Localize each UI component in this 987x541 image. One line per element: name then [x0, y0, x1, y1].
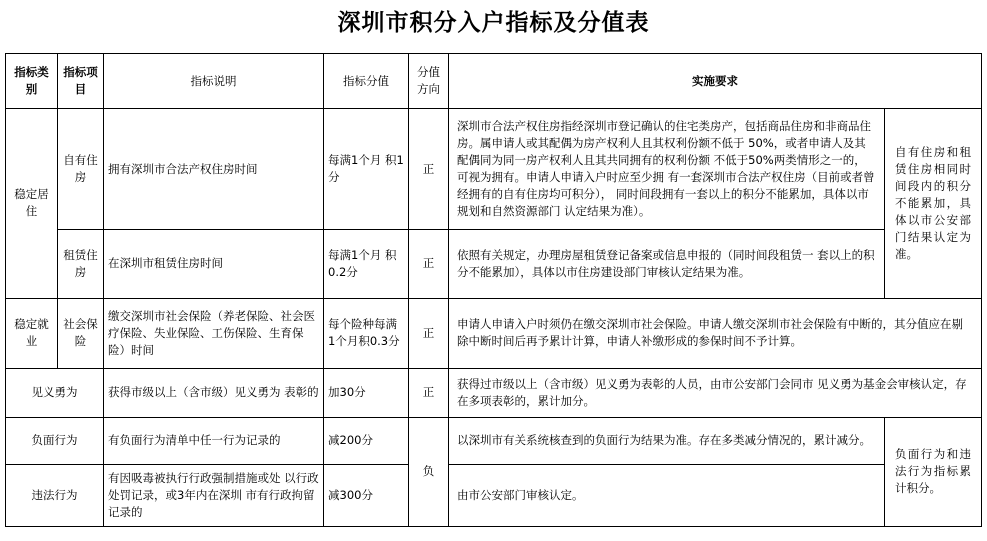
item-own-house: 自有住房 — [58, 109, 104, 230]
header-requirement: 实施要求 — [449, 54, 982, 109]
table-row — [6, 464, 982, 526]
table-row — [6, 109, 982, 230]
category-stable-residence: 稳定居住 — [6, 109, 58, 298]
description-negative: 有负面行为清单中任一行为记录的 — [104, 417, 324, 464]
score-heroic: 加30分 — [324, 368, 409, 417]
score-own-house: 每满1个月 积1分 — [324, 109, 409, 230]
score-negative: 减200分 — [324, 417, 409, 464]
header-item: 指标项目 — [58, 54, 104, 109]
item-social-insurance: 社会保险 — [58, 298, 104, 368]
category-negative: 负面行为 — [6, 417, 104, 464]
note-housing: 自有住房和租赁住房相同时间段内的积分不能累加，具体以市公安部门结果认定为准。 — [885, 109, 982, 298]
requirement-own-house: 深圳市合法产权住房指经深圳市登记确认的住宅类房产，包括商品住房和非商品住房。属申请人或其配偶为房产权利人且其权利份额不低于 50%，或者申请人及其配偶同为同一房产权利人且其共同拥有的权利份额 不低于50%两类情形之一的，可视为拥有。申请人申请入户时应至少拥 有一套深圳市合法产权住房（目前或者曾经拥有的自有住房均可积分）， 同时间段拥有一套以上的积分不能累加，具体以市规划和自然资源部门 认定结果为准）。 — [449, 109, 885, 230]
score-rent-house: 每满1个月 积0.2分 — [324, 230, 409, 298]
score-illegal: 减300分 — [324, 464, 409, 526]
header-row — [6, 54, 982, 109]
header-category: 指标类别 — [6, 54, 58, 109]
category-illegal: 违法行为 — [6, 464, 104, 526]
table-row — [6, 230, 982, 298]
page-title: 深圳市积分入户指标及分值表 — [337, 10, 650, 36]
description-own-house: 拥有深圳市合法产权住房时间 — [104, 109, 324, 230]
direction-own-house: 正 — [409, 109, 449, 230]
score-social-insurance: 每个险种每满1个月积0.3分 — [324, 298, 409, 368]
header-direction: 分值方向 — [409, 54, 449, 109]
requirement-negative: 以深圳市有关系统核查到的负面行为结果为准。存在多类减分情况的，累计减分。 — [449, 417, 885, 464]
direction-social-insurance: 正 — [409, 298, 449, 368]
item-rent-house: 租赁住房 — [58, 230, 104, 298]
points-table — [5, 53, 982, 527]
requirement-rent-house: 依照有关规定，办理房屋租赁登记备案或信息申报的（同时间段租赁一 套以上的积分不能累加），具体以市住房建设部门审核认定结果为准。 — [449, 230, 885, 298]
header-description: 指标说明 — [104, 54, 324, 109]
requirement-heroic: 获得过市级以上（含市级）见义勇为表彰的人员，由市公安部门会同市 见义勇为基金会审核认定，存在多项表彰的，累计加分。 — [449, 368, 982, 417]
description-heroic: 获得市级以上（含市级）见义勇为 表彰的 — [104, 368, 324, 417]
category-stable-employment: 稳定就业 — [6, 298, 58, 368]
table-row — [6, 298, 982, 368]
requirement-social-insurance: 申请人申请入户时须仍在缴交深圳市社会保险。申请人缴交深圳市社会保险有中断的，其分值应在剔除中断时间后再予累计计算，申请人补缴形成的参保时间不予计算。 — [449, 298, 982, 368]
category-heroic: 见义勇为 — [6, 368, 104, 417]
header-score: 指标分值 — [324, 54, 409, 109]
direction-negative: 负 — [409, 417, 449, 526]
table-row — [6, 368, 982, 417]
direction-rent-house: 正 — [409, 230, 449, 298]
description-rent-house: 在深圳市租赁住房时间 — [104, 230, 324, 298]
description-social-insurance: 缴交深圳市社会保险（养老保险、社会医疗保险、失业保险、工伤保险、生育保险）时间 — [104, 298, 324, 368]
table-row — [6, 417, 982, 464]
requirement-illegal: 由市公安部门审核认定。 — [449, 464, 885, 526]
note-negative: 负面行为和违法行为指标累计积分。 — [885, 417, 982, 526]
direction-heroic: 正 — [409, 368, 449, 417]
description-illegal: 有因吸毒被执行行政强制措施或处 以行政处罚记录，或3年内在深圳 市有行政拘留记录的 — [104, 464, 324, 526]
